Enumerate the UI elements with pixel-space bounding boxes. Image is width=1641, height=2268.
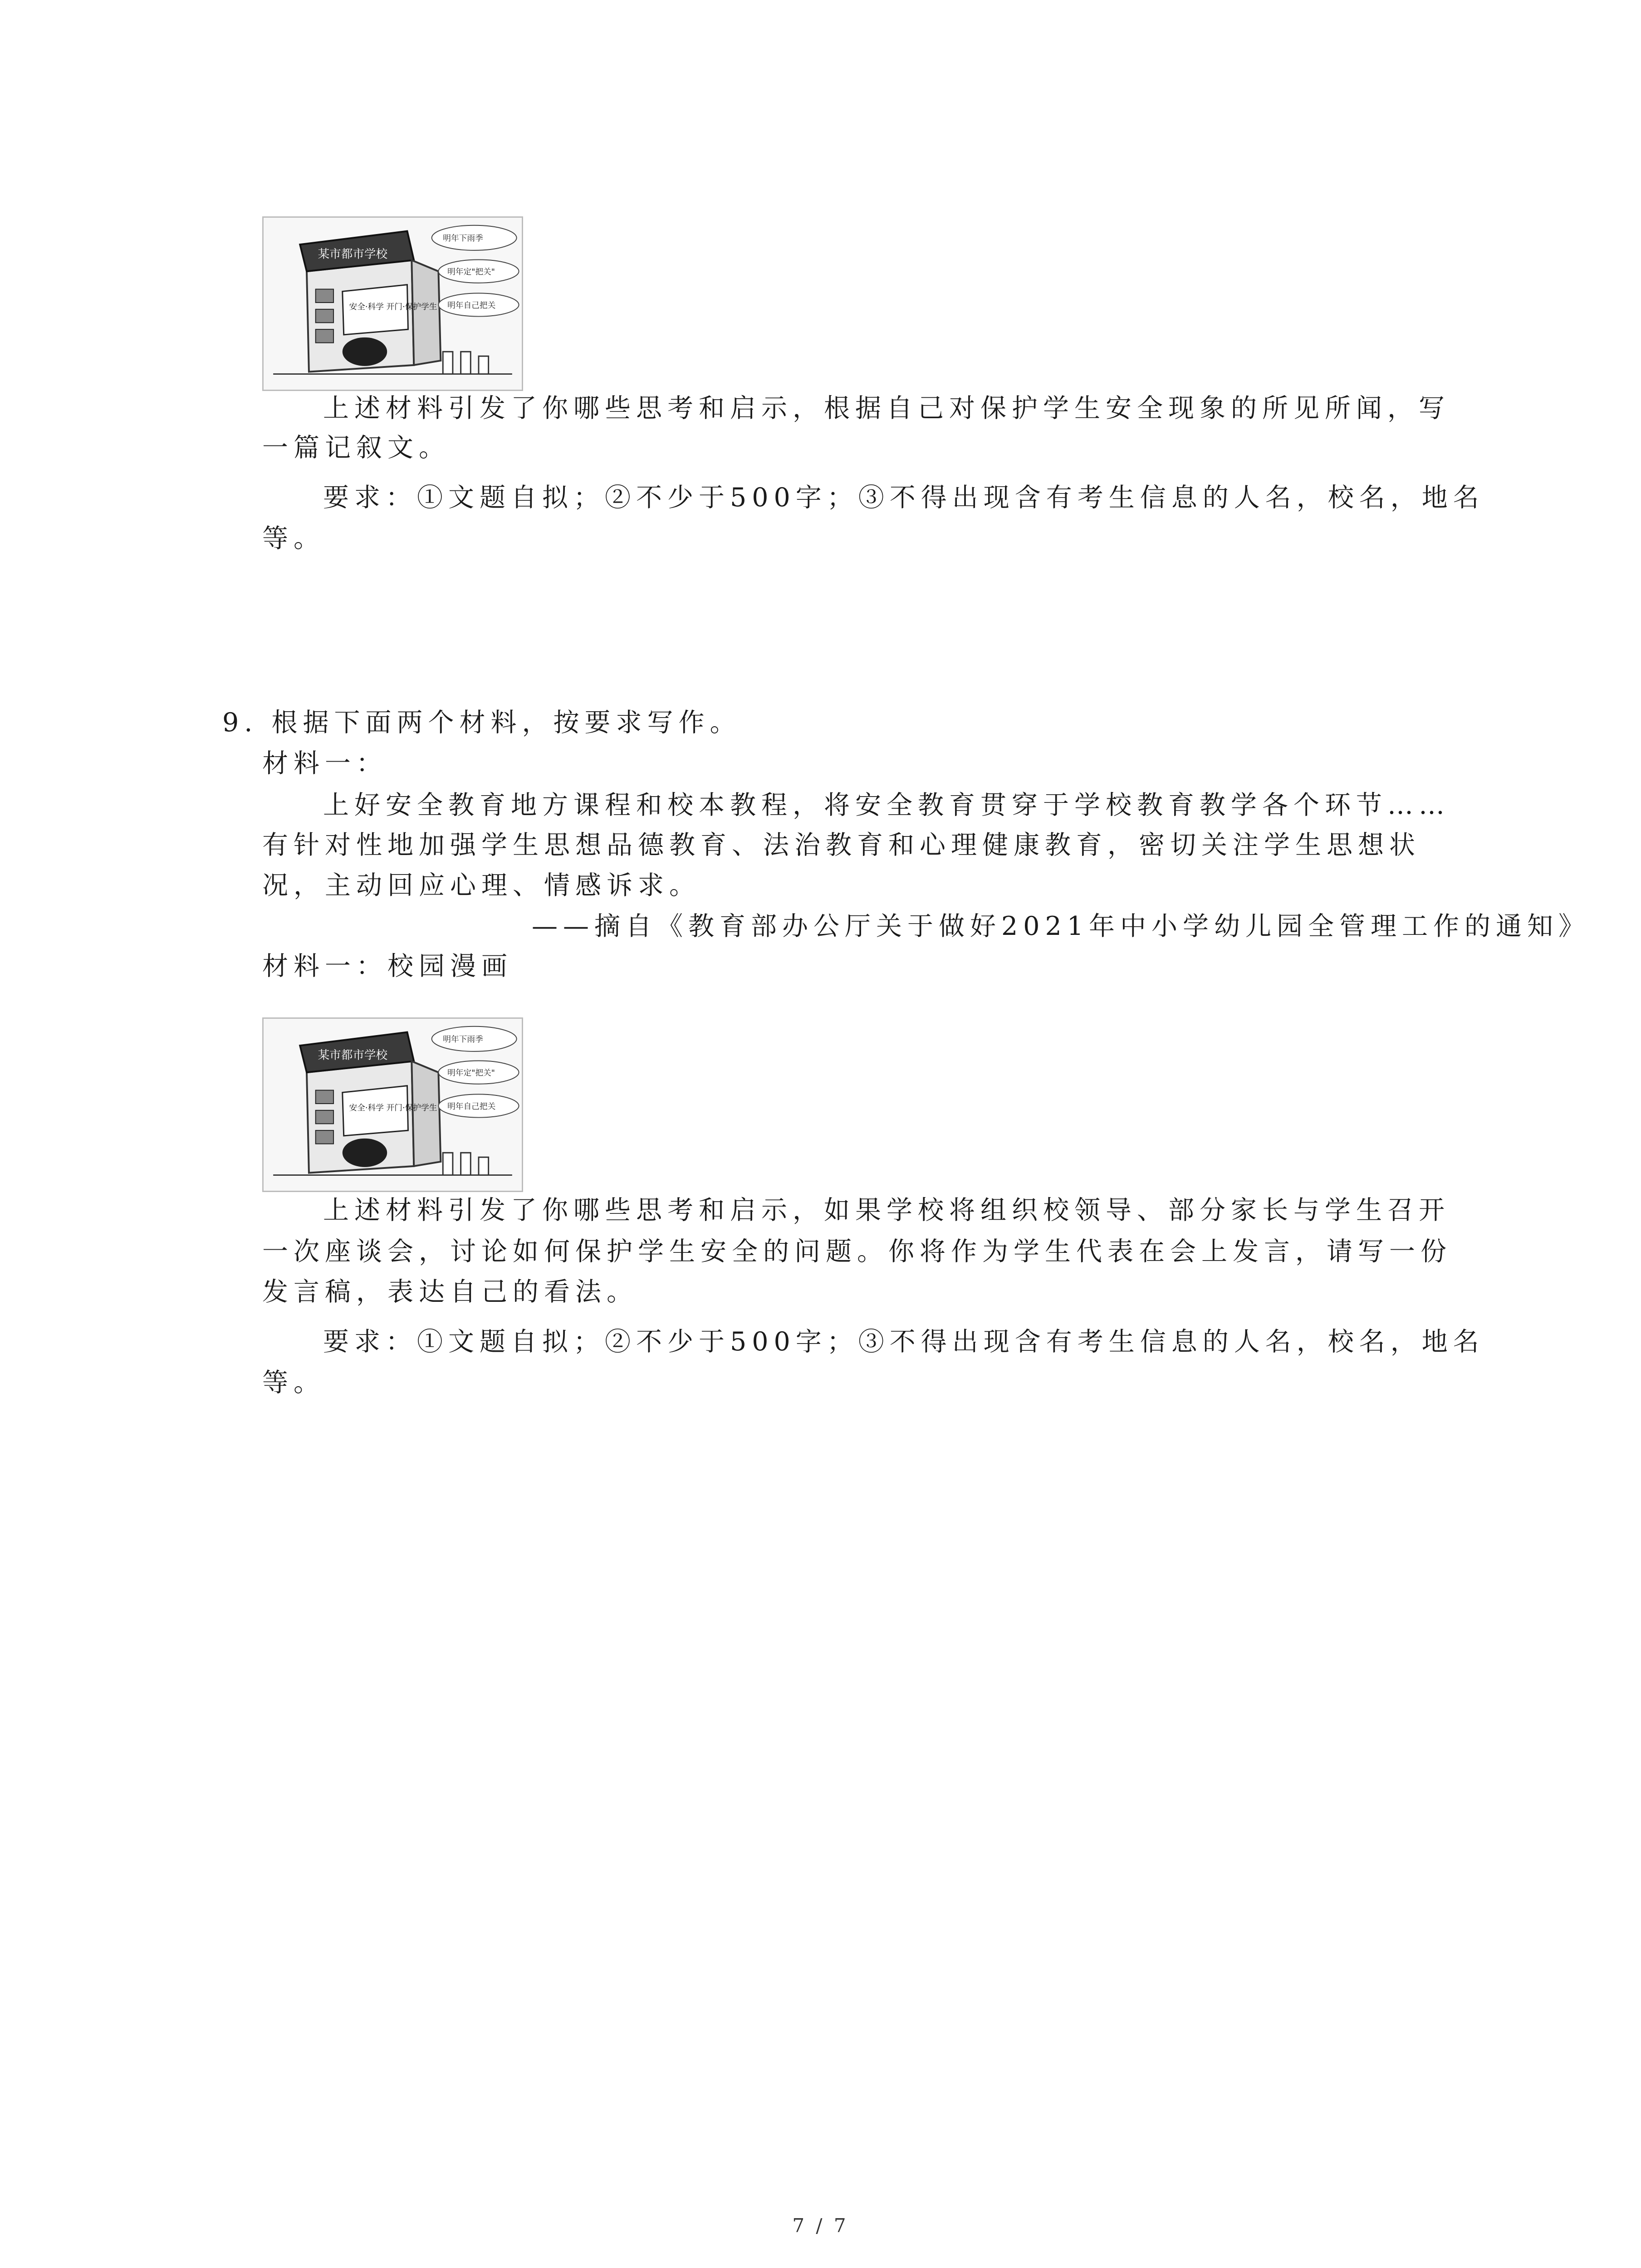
cartoon-bubble-2: 明年定"把关": [447, 268, 495, 277]
part1-requirement-line-1: 要求：①文题自拟；②不少于500字；③不得出现含有考生信息的人名，校名，地名: [323, 483, 1484, 513]
cartoon-board: 安全·科学 开门·保护学生: [349, 302, 437, 312]
material-1-line-3: 况，主动回应心理、情感诉求。: [262, 870, 700, 900]
question-9-requirement-line-2: 等。: [262, 1368, 325, 1398]
part1-prompt-line-1: 上述材料引发了你哪些思考和启示，根据自己对保护学生安全现象的所见所闻，写: [323, 393, 1450, 423]
material-2-label: 材料一：校园漫画: [262, 951, 513, 981]
material-1-source: ——摘自《教育部办公厅关于做好2021年中小学幼儿园全管理工作的通知》: [532, 911, 1590, 941]
question-9-prompt-line-3: 发言稿，表达自己的看法。: [262, 1277, 638, 1307]
cartoon-bubble-3: 明年自己把关: [447, 301, 496, 310]
school-cartoon-drawing: [264, 218, 522, 390]
cartoon-sign: 某市都市学校: [318, 1048, 388, 1062]
cartoon-bubble-1: 明年下雨季: [443, 1035, 483, 1045]
school-cartoon-image: [262, 1017, 523, 1192]
question-9-requirement-line-1: 要求：①文题自拟；②不少于500字；③不得出现含有考生信息的人名，校名，地名: [323, 1327, 1484, 1357]
question-9-prompt-line-2: 一次座谈会，讨论如何保护学生安全的问题。你将作为学生代表在会上发言，请写一份: [262, 1237, 1452, 1266]
part1-prompt-line-2: 一篇记叙文。: [262, 433, 450, 463]
material-1-line-1: 上好安全教育地方课程和校本教程，将安全教育贯穿于学校教育教学各个环节……: [323, 790, 1450, 820]
question-9-prompt-line-1: 上述材料引发了你哪些思考和启示，如果学校将组织校领导、部分家长与学生召开: [323, 1195, 1450, 1225]
school-cartoon-image: [262, 216, 523, 391]
question-9-title: 9. 根据下面两个材料，按要求写作。: [222, 708, 741, 738]
material-1-line-2: 有针对性地加强学生思想品德教育、法治教育和心理健康教育，密切关注学生思想状: [262, 830, 1421, 860]
cartoon-bubble-2: 明年定"把关": [447, 1069, 495, 1078]
cartoon-board: 安全·科学 开门·保护学生: [349, 1103, 437, 1113]
cartoon-bubble-1: 明年下雨季: [443, 234, 483, 244]
cartoon-bubble-3: 明年自己把关: [447, 1102, 496, 1111]
school-cartoon-drawing: [264, 1019, 522, 1191]
page-number: 7 / 7: [792, 2214, 849, 2237]
cartoon-sign: 某市都市学校: [318, 247, 388, 261]
part1-requirement-line-2: 等。: [262, 523, 325, 553]
material-1-label: 材料一：: [262, 748, 387, 778]
